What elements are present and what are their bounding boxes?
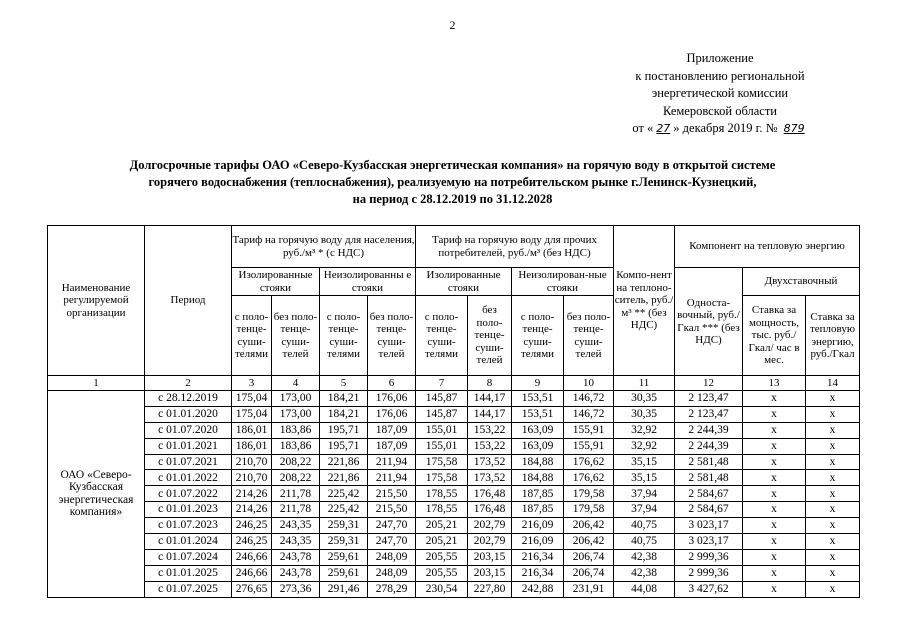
- handwritten-number: 879: [783, 122, 805, 136]
- value-cell: 206,42: [564, 518, 614, 534]
- table-row: [48, 391, 860, 407]
- value-cell: 175,58: [416, 470, 468, 486]
- value-cell: 146,72: [564, 391, 614, 407]
- period-cell: с 01.07.2025: [145, 581, 232, 597]
- value-cell: 175,58: [416, 454, 468, 470]
- column-number: 1: [48, 376, 145, 391]
- value-cell: 183,86: [272, 422, 320, 438]
- value-cell: 179,58: [564, 486, 614, 502]
- header-two-rate: Двухставочный: [743, 268, 860, 296]
- value-cell: 206,42: [564, 534, 614, 550]
- value-cell: 3 023,17: [675, 534, 743, 550]
- value-cell: х: [743, 438, 806, 454]
- period-cell: с 01.01.2024: [145, 534, 232, 550]
- organization-name: ОАО «Северо-Кузбасская энергетическая компания»: [48, 391, 145, 598]
- value-cell: 186,01: [232, 422, 272, 438]
- value-cell: 184,21: [320, 406, 368, 422]
- value-cell: х: [743, 534, 806, 550]
- appendix-line: энергетической комиссии: [651, 86, 789, 101]
- value-cell: 242,88: [512, 581, 564, 597]
- value-cell: 246,66: [232, 565, 272, 581]
- value-cell: 259,61: [320, 565, 368, 581]
- table-row: [48, 422, 860, 438]
- value-cell: 42,38: [614, 549, 675, 565]
- value-cell: 3 023,17: [675, 518, 743, 534]
- title-line: на период с 28.12.2019 по 31.12.2028: [352, 192, 553, 206]
- value-cell: 32,92: [614, 422, 675, 438]
- header-with-towel: с поло-тенце-суши-телями: [320, 296, 368, 376]
- header-insulated-other: Изолированные стояки: [416, 268, 512, 296]
- value-cell: х: [806, 438, 860, 454]
- value-cell: 247,70: [368, 518, 416, 534]
- period-cell: с 01.07.2021: [145, 454, 232, 470]
- period-cell: с 01.01.2020: [145, 406, 232, 422]
- value-cell: 259,31: [320, 518, 368, 534]
- value-cell: 2 123,47: [675, 391, 743, 407]
- column-number: 11: [614, 376, 675, 391]
- value-cell: 42,38: [614, 565, 675, 581]
- value-cell: 2 584,67: [675, 486, 743, 502]
- value-cell: х: [743, 565, 806, 581]
- value-cell: 205,21: [416, 518, 468, 534]
- period-cell: с 01.07.2023: [145, 518, 232, 534]
- header-energy-rate: Ставка за тепловую энергию, руб./Гкал: [806, 296, 860, 376]
- value-cell: 202,79: [468, 534, 512, 550]
- value-cell: 179,58: [564, 502, 614, 518]
- value-cell: 227,80: [468, 581, 512, 597]
- value-cell: 195,71: [320, 422, 368, 438]
- handwritten-day: 27: [656, 122, 671, 136]
- period-cell: с 01.01.2022: [145, 470, 232, 486]
- header-other-tariff: Тариф на горячую воду для прочих потребителей, руб./м³ (без НДС): [416, 226, 614, 268]
- value-cell: 231,91: [564, 581, 614, 597]
- value-cell: 208,22: [272, 470, 320, 486]
- value-cell: 230,54: [416, 581, 468, 597]
- date-middle: » декабря 2019 г. №: [673, 121, 778, 136]
- value-cell: 259,31: [320, 534, 368, 550]
- value-cell: 195,71: [320, 438, 368, 454]
- column-number: 5: [320, 376, 368, 391]
- header-without-towel: без поло-тенце-суши-телей: [468, 296, 512, 376]
- table-row: [48, 581, 860, 597]
- table-row: [48, 454, 860, 470]
- header-noninsulated: Неизолированны е стояки: [320, 268, 416, 296]
- value-cell: 144,17: [468, 391, 512, 407]
- value-cell: 155,91: [564, 438, 614, 454]
- value-cell: 216,09: [512, 534, 564, 550]
- column-number: 10: [564, 376, 614, 391]
- table-row: [48, 470, 860, 486]
- value-cell: 3 427,62: [675, 581, 743, 597]
- column-number: 12: [675, 376, 743, 391]
- column-number: 6: [368, 376, 416, 391]
- value-cell: х: [743, 581, 806, 597]
- value-cell: 215,50: [368, 486, 416, 502]
- value-cell: 2 244,39: [675, 422, 743, 438]
- value-cell: 184,88: [512, 454, 564, 470]
- header-org: Наименование регулируемой организации: [48, 226, 145, 376]
- header-capacity-rate: Ставка за мощность, тыс. руб./ Гкал/ час в мес.: [743, 296, 806, 376]
- column-number: 3: [232, 376, 272, 391]
- value-cell: х: [743, 391, 806, 407]
- value-cell: 203,15: [468, 549, 512, 565]
- value-cell: 175,04: [232, 391, 272, 407]
- value-cell: 208,22: [272, 454, 320, 470]
- value-cell: 211,94: [368, 470, 416, 486]
- value-cell: х: [743, 406, 806, 422]
- value-cell: 176,62: [564, 454, 614, 470]
- value-cell: 278,29: [368, 581, 416, 597]
- value-cell: 40,75: [614, 518, 675, 534]
- value-cell: 187,09: [368, 438, 416, 454]
- value-cell: 259,61: [320, 549, 368, 565]
- header-with-towel: с поло-тенце-суши-телями: [416, 296, 468, 376]
- value-cell: 187,85: [512, 502, 564, 518]
- value-cell: 243,78: [272, 549, 320, 565]
- value-cell: 2 581,48: [675, 470, 743, 486]
- value-cell: 163,09: [512, 422, 564, 438]
- value-cell: 216,34: [512, 549, 564, 565]
- header-insulated: Изолированные стояки: [232, 268, 320, 296]
- table-row: [48, 486, 860, 502]
- column-number: 7: [416, 376, 468, 391]
- value-cell: х: [743, 470, 806, 486]
- value-cell: 176,48: [468, 502, 512, 518]
- value-cell: 291,46: [320, 581, 368, 597]
- value-cell: 202,79: [468, 518, 512, 534]
- value-cell: х: [806, 391, 860, 407]
- table-row: [48, 438, 860, 454]
- value-cell: 184,88: [512, 470, 564, 486]
- value-cell: х: [743, 549, 806, 565]
- header-without-towel: без поло-тенце-суши-телей: [368, 296, 416, 376]
- period-cell: с 01.07.2020: [145, 422, 232, 438]
- value-cell: 2 999,36: [675, 565, 743, 581]
- period-cell: с 01.07.2022: [145, 486, 232, 502]
- value-cell: х: [806, 406, 860, 422]
- value-cell: 30,35: [614, 391, 675, 407]
- value-cell: 176,62: [564, 470, 614, 486]
- value-cell: 145,87: [416, 406, 468, 422]
- table-row: [48, 565, 860, 581]
- value-cell: 203,15: [468, 565, 512, 581]
- value-cell: 205,55: [416, 549, 468, 565]
- value-cell: 2 584,67: [675, 502, 743, 518]
- value-cell: 2 999,36: [675, 549, 743, 565]
- value-cell: 211,94: [368, 454, 416, 470]
- value-cell: 2 123,47: [675, 406, 743, 422]
- value-cell: 243,35: [272, 518, 320, 534]
- table-row: [48, 518, 860, 534]
- value-cell: 145,87: [416, 391, 468, 407]
- value-cell: 214,26: [232, 502, 272, 518]
- value-cell: 247,70: [368, 534, 416, 550]
- title-line: горячего водоснабжения (теплоснабжения), реализуемую на потребительском рынке г.Ленинск-Кузнецкий,: [148, 175, 757, 189]
- appendix-date-line: [590, 120, 850, 138]
- value-cell: 211,78: [272, 486, 320, 502]
- value-cell: 221,86: [320, 454, 368, 470]
- column-number-row: [48, 376, 860, 391]
- value-cell: 178,55: [416, 486, 468, 502]
- column-number: 4: [272, 376, 320, 391]
- date-prefix: от «: [632, 121, 654, 136]
- value-cell: 210,70: [232, 454, 272, 470]
- value-cell: х: [806, 502, 860, 518]
- period-cell: с 01.01.2023: [145, 502, 232, 518]
- header-heat-component: Компонент на тепловую энергию: [675, 226, 860, 268]
- value-cell: 153,22: [468, 438, 512, 454]
- value-cell: 176,06: [368, 391, 416, 407]
- value-cell: 215,50: [368, 502, 416, 518]
- table-row: [48, 406, 860, 422]
- appendix-line: к постановлению региональной: [635, 68, 805, 83]
- value-cell: 2 581,48: [675, 454, 743, 470]
- value-cell: 276,65: [232, 581, 272, 597]
- document-title: [30, 157, 875, 208]
- value-cell: х: [806, 565, 860, 581]
- value-cell: х: [743, 422, 806, 438]
- value-cell: 248,09: [368, 565, 416, 581]
- value-cell: х: [806, 534, 860, 550]
- value-cell: 175,04: [232, 406, 272, 422]
- value-cell: х: [806, 470, 860, 486]
- column-number: 14: [806, 376, 860, 391]
- value-cell: 206,74: [564, 565, 614, 581]
- value-cell: 173,52: [468, 470, 512, 486]
- value-cell: 37,94: [614, 486, 675, 502]
- value-cell: 153,22: [468, 422, 512, 438]
- period-cell: с 01.07.2024: [145, 549, 232, 565]
- value-cell: 243,78: [272, 565, 320, 581]
- value-cell: 155,01: [416, 438, 468, 454]
- column-number: 13: [743, 376, 806, 391]
- value-cell: 163,09: [512, 438, 564, 454]
- value-cell: 40,75: [614, 534, 675, 550]
- header-single-rate: Односта-вочный, руб./Гкал *** (без НДС): [675, 268, 743, 376]
- value-cell: 30,35: [614, 406, 675, 422]
- value-cell: 211,78: [272, 502, 320, 518]
- value-cell: 32,92: [614, 438, 675, 454]
- header-noninsulated-other: Неизолирован-ные стояки: [512, 268, 614, 296]
- period-cell: с 01.01.2025: [145, 565, 232, 581]
- column-number: 8: [468, 376, 512, 391]
- value-cell: 183,86: [272, 438, 320, 454]
- appendix-line: Кемеровской области: [662, 103, 778, 118]
- column-number: 2: [145, 376, 232, 391]
- tariff-table: [47, 225, 860, 598]
- value-cell: 225,42: [320, 486, 368, 502]
- title-line: Долгосрочные тарифы ОАО «Северо-Кузбасская энергетическая компания» на горячую воду в открытой системе: [129, 158, 776, 172]
- value-cell: х: [743, 518, 806, 534]
- value-cell: х: [743, 486, 806, 502]
- period-cell: с 28.12.2019: [145, 391, 232, 407]
- value-cell: 2 244,39: [675, 438, 743, 454]
- value-cell: 246,66: [232, 549, 272, 565]
- value-cell: 205,55: [416, 565, 468, 581]
- header-with-towel: с поло-тенце-суши-телями: [232, 296, 272, 376]
- value-cell: 37,94: [614, 502, 675, 518]
- appendix-line: Приложение: [686, 51, 754, 65]
- column-number: 9: [512, 376, 564, 391]
- value-cell: 246,25: [232, 534, 272, 550]
- value-cell: 173,00: [272, 391, 320, 407]
- header-carrier-component: Компо-нент на теплоно-ситель, руб./м³ ** (без НДС): [614, 226, 675, 376]
- value-cell: х: [806, 486, 860, 502]
- value-cell: х: [806, 422, 860, 438]
- value-cell: 214,26: [232, 486, 272, 502]
- value-cell: 273,36: [272, 581, 320, 597]
- value-cell: 210,70: [232, 470, 272, 486]
- value-cell: 144,17: [468, 406, 512, 422]
- value-cell: х: [806, 581, 860, 597]
- value-cell: 146,72: [564, 406, 614, 422]
- value-cell: 186,01: [232, 438, 272, 454]
- value-cell: 243,35: [272, 534, 320, 550]
- value-cell: 216,34: [512, 565, 564, 581]
- value-cell: 173,52: [468, 454, 512, 470]
- value-cell: 153,51: [512, 391, 564, 407]
- table-row: [48, 549, 860, 565]
- appendix-block: [590, 50, 850, 138]
- value-cell: 221,86: [320, 470, 368, 486]
- value-cell: х: [743, 502, 806, 518]
- value-cell: 216,09: [512, 518, 564, 534]
- period-cell: с 01.01.2021: [145, 438, 232, 454]
- value-cell: х: [743, 454, 806, 470]
- value-cell: 176,48: [468, 486, 512, 502]
- value-cell: 178,55: [416, 502, 468, 518]
- value-cell: 206,74: [564, 549, 614, 565]
- value-cell: х: [806, 518, 860, 534]
- value-cell: 44,08: [614, 581, 675, 597]
- value-cell: 187,85: [512, 486, 564, 502]
- table-row: [48, 502, 860, 518]
- value-cell: 225,42: [320, 502, 368, 518]
- value-cell: х: [806, 549, 860, 565]
- value-cell: 155,91: [564, 422, 614, 438]
- table-row: [48, 534, 860, 550]
- value-cell: 246,25: [232, 518, 272, 534]
- value-cell: 248,09: [368, 549, 416, 565]
- value-cell: 35,15: [614, 470, 675, 486]
- value-cell: 205,21: [416, 534, 468, 550]
- header-without-towel: без поло-тенце-суши-телей: [564, 296, 614, 376]
- value-cell: 35,15: [614, 454, 675, 470]
- header-with-towel: с поло-тенце-суши-телями: [512, 296, 564, 376]
- header-without-towel: без поло-тенце-суши-телей: [272, 296, 320, 376]
- page-number: 2: [449, 18, 456, 32]
- header-period: Период: [145, 226, 232, 376]
- value-cell: 184,21: [320, 391, 368, 407]
- value-cell: х: [806, 454, 860, 470]
- value-cell: 176,06: [368, 406, 416, 422]
- header-population-tariff: Тариф на горячую воду для населения, руб./м³ * (с НДС): [232, 226, 416, 268]
- value-cell: 173,00: [272, 406, 320, 422]
- value-cell: 187,09: [368, 422, 416, 438]
- value-cell: 155,01: [416, 422, 468, 438]
- value-cell: 153,51: [512, 406, 564, 422]
